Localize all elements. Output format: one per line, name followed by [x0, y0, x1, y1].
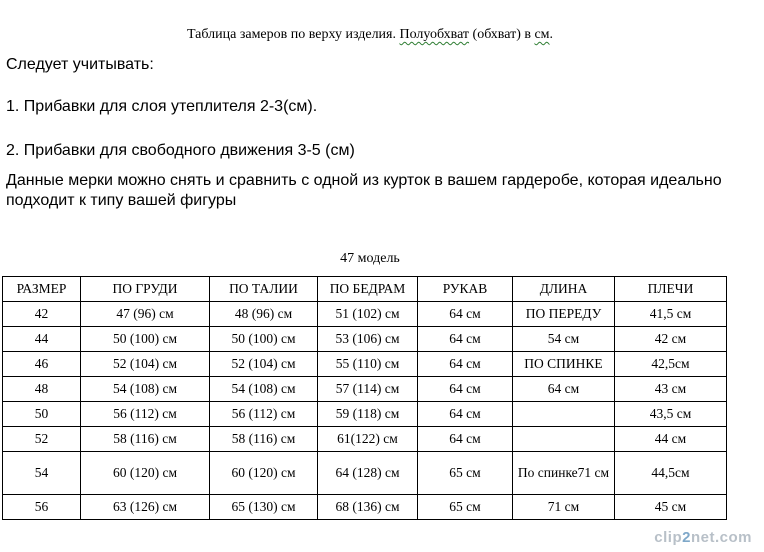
table-cell: 54 [3, 452, 81, 495]
table-cell: 44 см [615, 427, 727, 452]
table-row [3, 327, 727, 352]
table-cell [513, 402, 615, 427]
title-underlined-word: Полуобхват [399, 27, 470, 42]
table-cell: 56 (112) см [81, 402, 210, 427]
title-prefix: Таблица замеров по верху изделия. [186, 27, 400, 42]
watermark-part: 2 [682, 529, 691, 546]
table-cell: 65 см [418, 452, 513, 495]
table-header-row [3, 277, 727, 302]
table-cell: 58 (116) см [81, 427, 210, 452]
table-cell [513, 427, 615, 452]
table-cell: 45 см [615, 495, 727, 520]
table-cell: ПО ПЕРЕДУ [513, 302, 615, 327]
title-unit: см [534, 27, 550, 42]
model-label: 47 модель [340, 251, 400, 266]
table-cell: 48 [3, 377, 81, 402]
table-cell: 52 (104) см [81, 352, 210, 377]
title-middle: (обхват) в [469, 27, 535, 42]
table-cell: 64 см [418, 427, 513, 452]
table-cell: 61(122) см [318, 427, 418, 452]
table-row [3, 427, 727, 452]
table-cell: 48 (96) см [210, 302, 318, 327]
table-cell: 65 см [418, 495, 513, 520]
watermark-part: clip [654, 529, 683, 546]
table-cell: 44 [3, 327, 81, 352]
header-size: РАЗМЕР [3, 277, 81, 302]
table-cell: 55 (110) см [318, 352, 418, 377]
table-cell: 50 (100) см [81, 327, 210, 352]
note-item-2: 2. Прибавки для свободного движения 3-5 (см) [6, 142, 355, 159]
table-cell: 46 [3, 352, 81, 377]
table-row [3, 377, 727, 402]
watermark [654, 529, 752, 546]
table-cell: 50 (100) см [210, 327, 318, 352]
header-sleeve: РУКАВ [418, 277, 513, 302]
note-item-1: 1. Прибавки для слоя утеплителя 2-3(см). [6, 98, 318, 115]
table-row [3, 402, 727, 427]
watermark-part: net.com [690, 529, 752, 546]
table-cell: 71 см [513, 495, 615, 520]
table-cell: 54 (108) см [210, 377, 318, 402]
table-cell: 42,5см [615, 352, 727, 377]
table-cell: 63 (126) см [81, 495, 210, 520]
table-cell: 52 (104) см [210, 352, 318, 377]
table-cell: 64 см [418, 352, 513, 377]
table-cell: 41,5 см [615, 302, 727, 327]
page-title [0, 27, 740, 43]
table-row [3, 352, 727, 377]
table-cell: 43 см [615, 377, 727, 402]
consider-heading: Следует учитывать: [6, 56, 154, 73]
table-cell: 42 см [615, 327, 727, 352]
table-cell: 60 (120) см [81, 452, 210, 495]
table-cell: 57 (114) см [318, 377, 418, 402]
table-cell: 68 (136) см [318, 495, 418, 520]
header-waist: ПО ТАЛИИ [210, 277, 318, 302]
table-cell: 64 см [513, 377, 615, 402]
table-cell: 64 см [418, 302, 513, 327]
header-shoulders: ПЛЕЧИ [615, 277, 727, 302]
table-cell: 52 [3, 427, 81, 452]
table-cell: 64 см [418, 327, 513, 352]
table-cell: 64 см [418, 402, 513, 427]
table-cell: 50 [3, 402, 81, 427]
title-suffix: . [549, 27, 554, 42]
table-cell: 65 (130) см [210, 495, 318, 520]
measurement-hint: Данные мерки можно снять и сравнить с одной из курток в вашем гардеробе, которая идеально подходит к типу вашей фигуры [6, 172, 722, 209]
header-chest: ПО ГРУДИ [81, 277, 210, 302]
table-cell: По спинке71 см [513, 452, 615, 495]
table-cell: 47 (96) см [81, 302, 210, 327]
table-cell: 54 см [513, 327, 615, 352]
table-cell: 56 [3, 495, 81, 520]
table-cell: 56 (112) см [210, 402, 318, 427]
table-cell: 54 (108) см [81, 377, 210, 402]
table-cell: 58 (116) см [210, 427, 318, 452]
table-cell: 53 (106) см [318, 327, 418, 352]
header-hips: ПО БЕДРАМ [318, 277, 418, 302]
table-cell: 64 (128) см [318, 452, 418, 495]
table-row [3, 302, 727, 327]
table-row [3, 495, 727, 520]
table-cell: 42 [3, 302, 81, 327]
table-row [3, 452, 727, 495]
table-cell: 51 (102) см [318, 302, 418, 327]
table-cell: 43,5 см [615, 402, 727, 427]
table-cell: ПО СПИНКЕ [513, 352, 615, 377]
table-cell: 60 (120) см [210, 452, 318, 495]
table-cell: 59 (118) см [318, 402, 418, 427]
size-table [2, 276, 727, 520]
header-length: ДЛИНА [513, 277, 615, 302]
table-cell: 44,5см [615, 452, 727, 495]
table-cell: 64 см [418, 377, 513, 402]
